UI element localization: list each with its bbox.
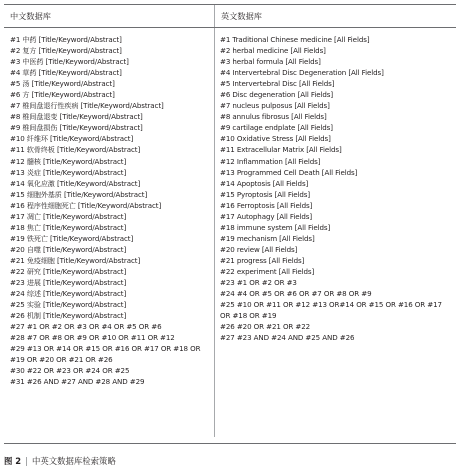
search-line: #25 实验 [Title/Keyword/Abstract] [10,300,127,310]
figure-number: 图 2 [4,456,22,466]
search-line: #8 annulus fibrosus [All Fields] [220,112,327,122]
header-english-database: 英文数据库 [214,5,456,27]
search-line: #15 Pyroptosis [All Fields] [220,189,310,199]
search-line: #18 immune system [All Fields] [220,222,331,232]
search-line: #12 Inflammation [All Fields] [220,156,321,166]
search-line: #20 自噬 [Title/Keyword/Abstract] [10,244,127,254]
search-line: #2 herbal medicine [All Fields] [220,46,326,56]
search-line: #19 mechanism [All Fields] [220,233,315,243]
search-line: #13 炎症 [Title/Keyword/Abstract] [10,167,127,177]
search-line: #20 review [All Fields] [220,244,298,254]
search-line: #30 #22 OR #23 OR #24 OR #25 [10,366,130,376]
search-strategy-table [4,4,456,444]
search-line: #3 中医药 [Title/Keyword/Abstract] [10,57,129,67]
search-line: #27 #23 AND #24 AND #25 AND #26 [220,333,355,343]
search-line: #15 细胞外基质 [Title/Keyword/Abstract] [10,189,148,199]
search-line: #19 铁死亡 [Title/Keyword/Abstract] [10,233,134,243]
search-line: #17 Autophagy [All Fields] [220,211,313,221]
header-chinese-database: 中文数据库 [10,11,51,21]
search-line: #2 复方 [Title/Keyword/Abstract] [10,46,122,56]
table-header-row [4,5,456,28]
search-line: #5 汤 [Title/Keyword/Abstract] [10,79,115,89]
search-line: #27 #1 OR #2 OR #3 OR #4 OR #5 OR #6 [10,322,162,332]
search-line: #23 #1 OR #2 OR #3 [220,278,297,288]
search-line: #1 中药 [Title/Keyword/Abstract] [10,35,122,44]
search-line: #22 experiment [All Fields] [220,266,315,276]
search-line: #26 机制 [Title/Keyword/Abstract] [10,311,127,321]
search-line: #12 髓核 [Title/Keyword/Abstract] [10,156,127,166]
search-line: #31 #26 AND #27 AND #28 AND #29 [10,377,145,387]
chinese-search-terms [4,28,214,437]
search-line: #23 进展 [Title/Keyword/Abstract] [10,278,127,288]
search-line: #13 Programmed Cell Death [All Fields] [220,167,358,177]
search-line: #8 椎间盘退变 [Title/Keyword/Abstract] [10,112,143,122]
search-line: #4 Intervertebral Disc Degeneration [All Fields] [220,68,384,78]
search-line: #14 Apoptosis [All Fields] [220,178,309,188]
search-line: #11 软骨终板 [Title/Keyword/Abstract] [10,145,141,155]
search-line: #11 Extracellular Matrix [All Fields] [220,145,342,155]
search-line: #16 Ferroptosis [All Fields] [220,200,313,210]
search-line: #29 #13 OR #14 OR #15 OR #16 OR #17 OR #18 OR [10,344,201,354]
english-search-terms [214,28,456,437]
caption-text: 中英文数据库检索策略 [31,456,116,466]
search-line: #24 #4 OR #5 OR #6 OR #7 OR #8 OR #9 [220,289,372,299]
search-line: #7 nucleus pulposus [All Fields] [220,101,330,111]
search-line: #7 椎间盘退行性疾病 [Title/Keyword/Abstract] [10,101,164,111]
search-line: #6 Disc degeneration [All Fields] [220,90,334,100]
search-line: #9 cartilage endplate [All Fields] [220,123,333,133]
search-line: #19 OR #20 OR #21 OR #26 [10,355,113,365]
search-line: #3 herbal formula [All Fields] [220,57,321,67]
search-line: #6 方 [Title/Keyword/Abstract] [10,90,115,100]
search-line: #5 Intervertebral Disc [All Fields] [220,79,335,89]
search-line: #21 progress [All Fields] [220,255,305,265]
search-line: #21 免疫细胞 [Title/Keyword/Abstract] [10,255,141,265]
search-line: OR #18 OR #19 [220,311,277,321]
search-line: #18 焦亡 [Title/Keyword/Abstract] [10,222,127,232]
caption-separator: | [25,456,28,466]
search-line: #4 草药 [Title/Keyword/Abstract] [10,68,122,78]
search-line: #10 纤维环 [Title/Keyword/Abstract] [10,134,134,144]
search-line: #16 程序性细胞死亡 [Title/Keyword/Abstract] [10,200,162,210]
search-line: #9 椎间盘损伤 [Title/Keyword/Abstract] [10,123,143,133]
search-line: #14 氧化应激 [Title/Keyword/Abstract] [10,178,141,188]
table-body-row [4,28,456,437]
search-line: #25 #10 OR #11 OR #12 #13 OR#14 OR #15 OR #16 OR #17 [220,300,442,310]
search-line: #24 综述 [Title/Keyword/Abstract] [10,289,127,299]
search-line: #22 研究 [Title/Keyword/Abstract] [10,266,127,276]
search-line: #10 Oxidative Stress [All Fields] [220,134,331,144]
figure-caption [4,455,116,467]
search-line: #17 凋亡 [Title/Keyword/Abstract] [10,211,127,221]
search-line: #1 Traditional Chinese medicine [All Fields] [220,35,370,44]
search-line: #26 #20 OR #21 OR #22 [220,322,311,332]
search-line: #28 #7 OR #8 OR #9 OR #10 OR #11 OR #12 [10,333,175,343]
